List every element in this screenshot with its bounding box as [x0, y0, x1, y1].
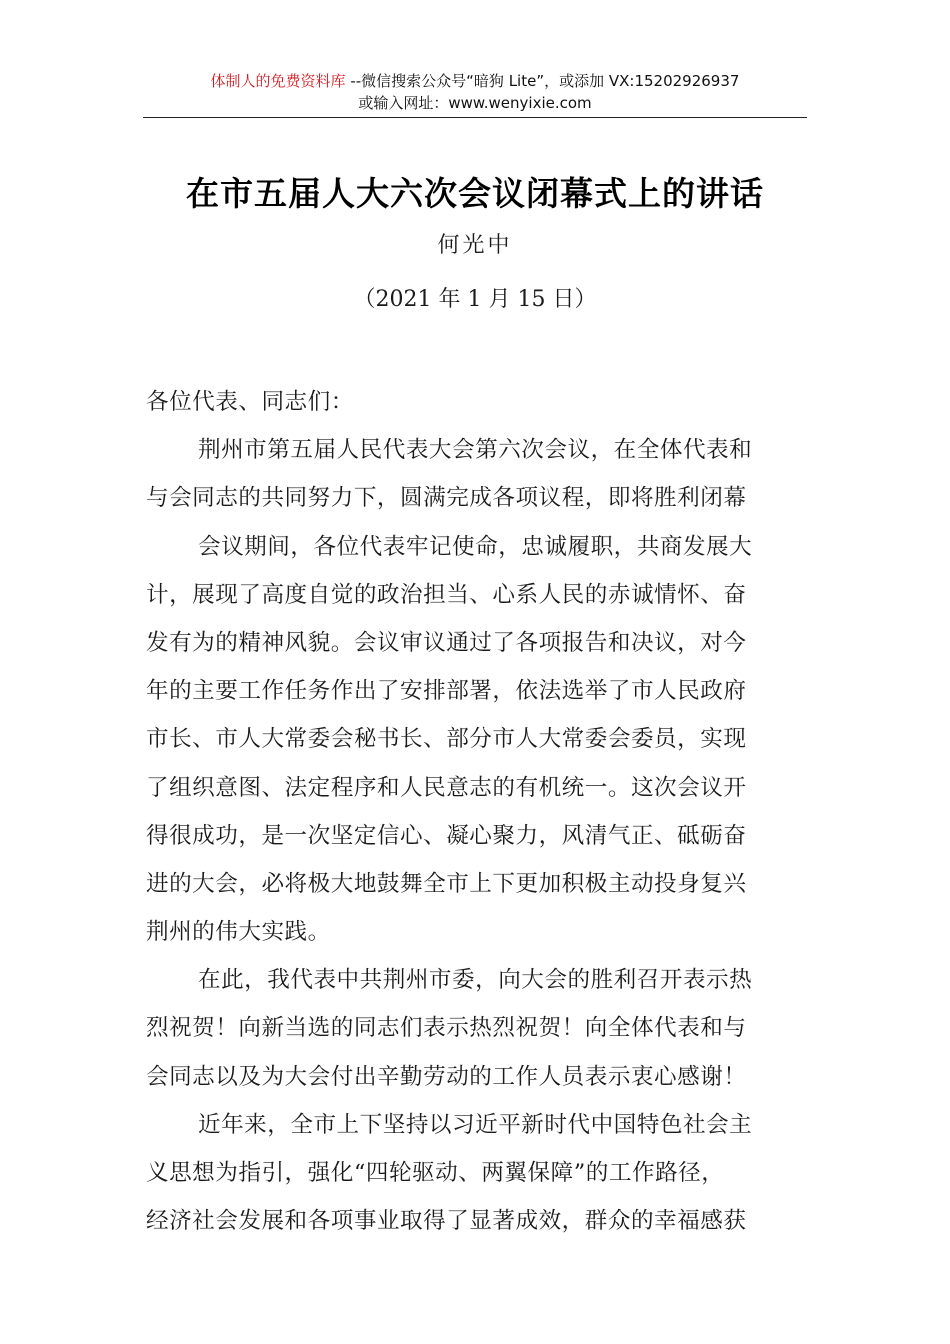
header-website-line: 或输入网址：www.wenyixie.com	[358, 94, 592, 112]
body-line: 烈祝贺！向新当选的同志们表示热烈祝贺！向全体代表和与	[146, 1015, 747, 1042]
body-line: 进的大会，必将极大地鼓舞全市上下更加积极主动投身复兴	[146, 870, 747, 897]
header-divider	[143, 117, 807, 118]
body-line: 各位代表、同志们：	[146, 389, 354, 415]
header-contact: --微信搜索公众号“暗狗 Lite”，或添加 VX:15202926937	[345, 72, 740, 90]
body-line: 年的主要工作任务作出了安排部署，依法选举了市人民政府	[146, 678, 747, 705]
body-line: 市长、市人大常委会秘书长、部分市人大常委会委员，实现	[146, 726, 747, 753]
body-line: 近年来，全市上下坚持以习近平新时代中国特色社会主	[198, 1111, 753, 1138]
body-line: 会同志以及为大会付出辛勤劳动的工作人员表示衷心感谢！	[146, 1063, 747, 1090]
body-line: 在此，我代表中共荆州市委，向大会的胜利召开表示热	[198, 967, 753, 994]
body-line: 会议期间，各位代表牢记使命，忠诚履职，共商发展大	[198, 533, 753, 560]
document-body	[146, 378, 810, 1245]
body-line: 与会同志的共同努力下，圆满完成各项议程，即将胜利闭幕	[146, 485, 747, 512]
body-line: 荆州市第五届人民代表大会第六次会议，在全体代表和	[198, 437, 753, 464]
body-line: 荆州的伟大实践。	[146, 919, 331, 946]
header-brand: 体制人的免费资料库	[210, 72, 346, 90]
body-line: 了组织意图、法定程序和人民意志的有机统一。这次会议开	[146, 774, 747, 801]
body-line: 发有为的精神风貌。会议审议通过了各项报告和决议，对今	[146, 629, 747, 656]
document-title: 在市五届人大六次会议闭幕式上的讲话	[186, 174, 764, 213]
document-author: 何光中	[437, 233, 513, 258]
document-header	[143, 70, 807, 114]
document-date: （2021 年 1 月 15 日）	[353, 287, 597, 312]
body-line: 义思想为指引，强化“四轮驱动、两翼保障”的工作路径，	[146, 1160, 725, 1186]
body-line: 计，展现了高度自觉的政治担当、心系人民的赤诚情怀、奋	[146, 581, 747, 608]
body-line: 得很成功，是一次坚定信心、凝心聚力，风清气正、砥砺奋	[146, 822, 747, 849]
body-line: 经济社会发展和各项事业取得了显著成效，群众的幸福感获	[146, 1208, 747, 1235]
header-source-line	[143, 70, 807, 92]
